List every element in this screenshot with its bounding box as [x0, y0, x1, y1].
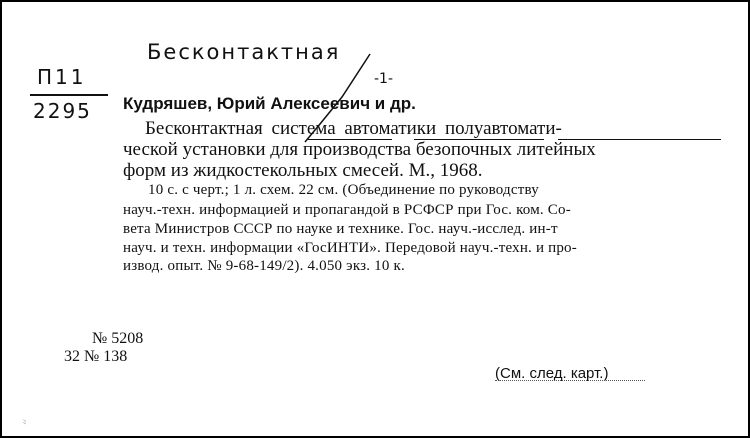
handwritten-slash-mark: [2, 2, 750, 438]
entry-description-line-2: науч.-техн. информацией и пропагандой в РСФСР при Гос. ком. Со-: [123, 202, 571, 218]
stamp-number-secondary: 32 № 138: [64, 348, 128, 365]
entry-title-line-3: форм из жидкостекольных смесей. М., 1968.: [123, 160, 483, 181]
handwritten-subject-heading: Бесконтактная: [147, 40, 341, 64]
entry-author: Кудряшев, Юрий Алексеевич и др.: [123, 94, 416, 113]
entry-description-line-5: извод. опыт. № 9-68-149/2). 4.050 экз. 10 к.: [123, 258, 405, 274]
see-next-card-note: (См. след. карт.): [495, 365, 609, 382]
handwritten-call-number: 2295: [33, 99, 92, 123]
entry-title-line-2: ческой установки для производства безопочных литейных: [123, 139, 596, 160]
stamp-number: № 5208: [92, 330, 144, 347]
shelf-mark-divider: [30, 94, 108, 96]
handwritten-page-mark: -1-: [374, 71, 394, 87]
entry-description-line-1: 10 с. с черт.; 1 л. схем. 22 см. (Объединение по руководству: [148, 182, 539, 198]
handwritten-underline-3: [558, 139, 721, 140]
see-next-dotted-underline: [495, 380, 645, 381]
handwritten-shelf-mark: П11: [37, 65, 87, 89]
handwritten-underline-2: [414, 139, 544, 140]
entry-description-line-3: вета Министров СССР по науке и технике. Гос. науч.-исслед. ин-т: [123, 221, 558, 237]
entry-description-line-4: науч. и техн. информации «ГосИНТИ». Передовой науч.-техн. и про-: [123, 240, 577, 256]
ink-smudge-mark: 〟: [22, 412, 35, 426]
handwritten-underline-1: [308, 139, 392, 140]
entry-title-line-1: Бесконтактная система автоматики полуавтомати-: [145, 118, 562, 139]
